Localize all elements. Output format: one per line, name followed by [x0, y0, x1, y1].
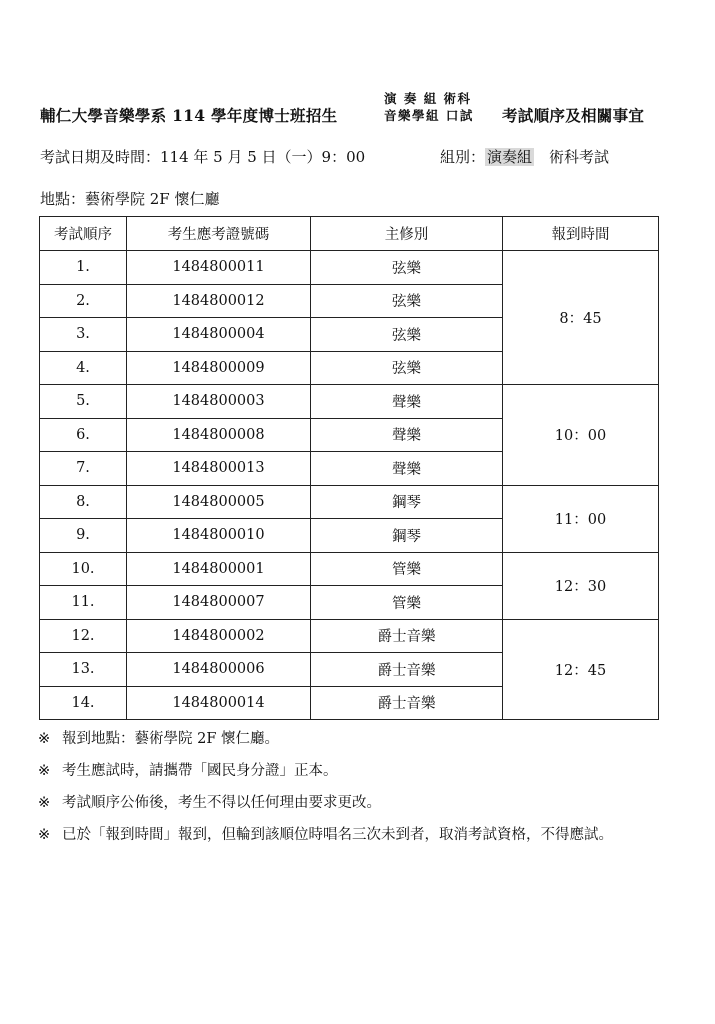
admission-id-cell: 1484800001	[127, 552, 311, 586]
order-cell: 5.	[40, 385, 127, 419]
major-cell: 鋼琴	[311, 485, 503, 519]
order-cell: 12.	[40, 619, 127, 653]
header-major: 主修別	[311, 217, 503, 251]
table-row	[40, 485, 659, 519]
order-cell: 9.	[40, 519, 127, 553]
major-cell: 聲樂	[311, 385, 503, 419]
order-cell: 14.	[40, 686, 127, 720]
title-group-stack	[384, 90, 474, 124]
admission-id-cell: 1484800013	[127, 452, 311, 486]
admission-id-cell: 1484800008	[127, 418, 311, 452]
major-cell: 爵士音樂	[311, 619, 503, 653]
admission-id-cell: 1484800014	[127, 686, 311, 720]
exam-type: 術科考試	[549, 148, 610, 166]
major-cell: 弦樂	[311, 318, 503, 352]
major-cell: 管樂	[311, 586, 503, 620]
major-cell: 聲樂	[311, 452, 503, 486]
exam-datetime: 考試日期及時間：114 年 5 月 5 日（一）9：00	[40, 148, 366, 166]
note-text: 報到地點：藝術學院 2F 懷仁廳。	[62, 731, 280, 747]
order-cell: 11.	[40, 586, 127, 620]
note-text: 考試順序公佈後，考生不得以任何理由要求更改。	[62, 795, 381, 811]
note-text: 考生應試時，請攜帶「國民身分證」正本。	[62, 763, 338, 779]
note-item	[38, 758, 678, 784]
header-report-time: 報到時間	[503, 217, 659, 251]
header-order: 考試順序	[40, 217, 127, 251]
order-cell: 4.	[40, 351, 127, 385]
document-title	[40, 86, 680, 132]
major-cell: 爵士音樂	[311, 653, 503, 687]
admission-id-cell: 1484800003	[127, 385, 311, 419]
table-row	[40, 552, 659, 586]
title-right: 考試順序及相關事宜	[502, 106, 645, 125]
title-stack-top: 演 奏 組 術科	[384, 91, 472, 106]
major-cell: 弦樂	[311, 351, 503, 385]
admission-id-cell: 1484800010	[127, 519, 311, 553]
order-cell: 13.	[40, 653, 127, 687]
report-time-cell: 12：30	[503, 552, 659, 619]
report-time-cell: 11：00	[503, 485, 659, 552]
title-stack-bottom: 音樂學組 口試	[384, 108, 474, 123]
report-time-cell: 10：00	[503, 385, 659, 486]
admission-id-cell: 1484800002	[127, 619, 311, 653]
reference-mark-icon: ※	[38, 827, 51, 843]
group-value: 演奏組	[487, 148, 533, 166]
note-item	[38, 790, 678, 816]
note-item	[38, 822, 678, 848]
note-text: 已於「報到時間」報到，但輪到該順位時唱名三次未到者，取消考試資格，不得應試。	[62, 827, 613, 843]
exam-datetime-line	[40, 146, 610, 167]
admission-id-cell: 1484800011	[127, 251, 311, 285]
table-header-row	[40, 217, 659, 251]
major-cell: 爵士音樂	[311, 686, 503, 720]
reference-mark-icon: ※	[38, 731, 51, 747]
major-cell: 聲樂	[311, 418, 503, 452]
group-label: 組別：	[440, 148, 486, 166]
schedule-table	[39, 216, 659, 720]
notes-section	[38, 726, 678, 854]
admission-id-cell: 1484800012	[127, 284, 311, 318]
header-admission-id: 考生應考證號碼	[127, 217, 311, 251]
admission-id-cell: 1484800007	[127, 586, 311, 620]
admission-id-cell: 1484800006	[127, 653, 311, 687]
table-row	[40, 619, 659, 653]
major-cell: 弦樂	[311, 284, 503, 318]
order-cell: 10.	[40, 552, 127, 586]
major-cell: 弦樂	[311, 251, 503, 285]
order-cell: 6.	[40, 418, 127, 452]
order-cell: 1.	[40, 251, 127, 285]
order-cell: 7.	[40, 452, 127, 486]
note-item	[38, 726, 678, 752]
order-cell: 8.	[40, 485, 127, 519]
order-cell: 2.	[40, 284, 127, 318]
admission-id-cell: 1484800009	[127, 351, 311, 385]
table-row	[40, 251, 659, 285]
major-cell: 鋼琴	[311, 519, 503, 553]
table-row	[40, 385, 659, 419]
admission-id-cell: 1484800004	[127, 318, 311, 352]
order-cell: 3.	[40, 318, 127, 352]
major-cell: 管樂	[311, 552, 503, 586]
reference-mark-icon: ※	[38, 795, 51, 811]
admission-id-cell: 1484800005	[127, 485, 311, 519]
report-time-cell: 12：45	[503, 619, 659, 720]
exam-group	[440, 146, 609, 167]
title-left: 輔仁大學音樂學系 114 學年度博士班招生	[40, 106, 338, 125]
reference-mark-icon: ※	[38, 763, 51, 779]
exam-location: 地點：藝術學院 2F 懷仁廳	[40, 190, 220, 208]
report-time-cell: 8：45	[503, 251, 659, 385]
